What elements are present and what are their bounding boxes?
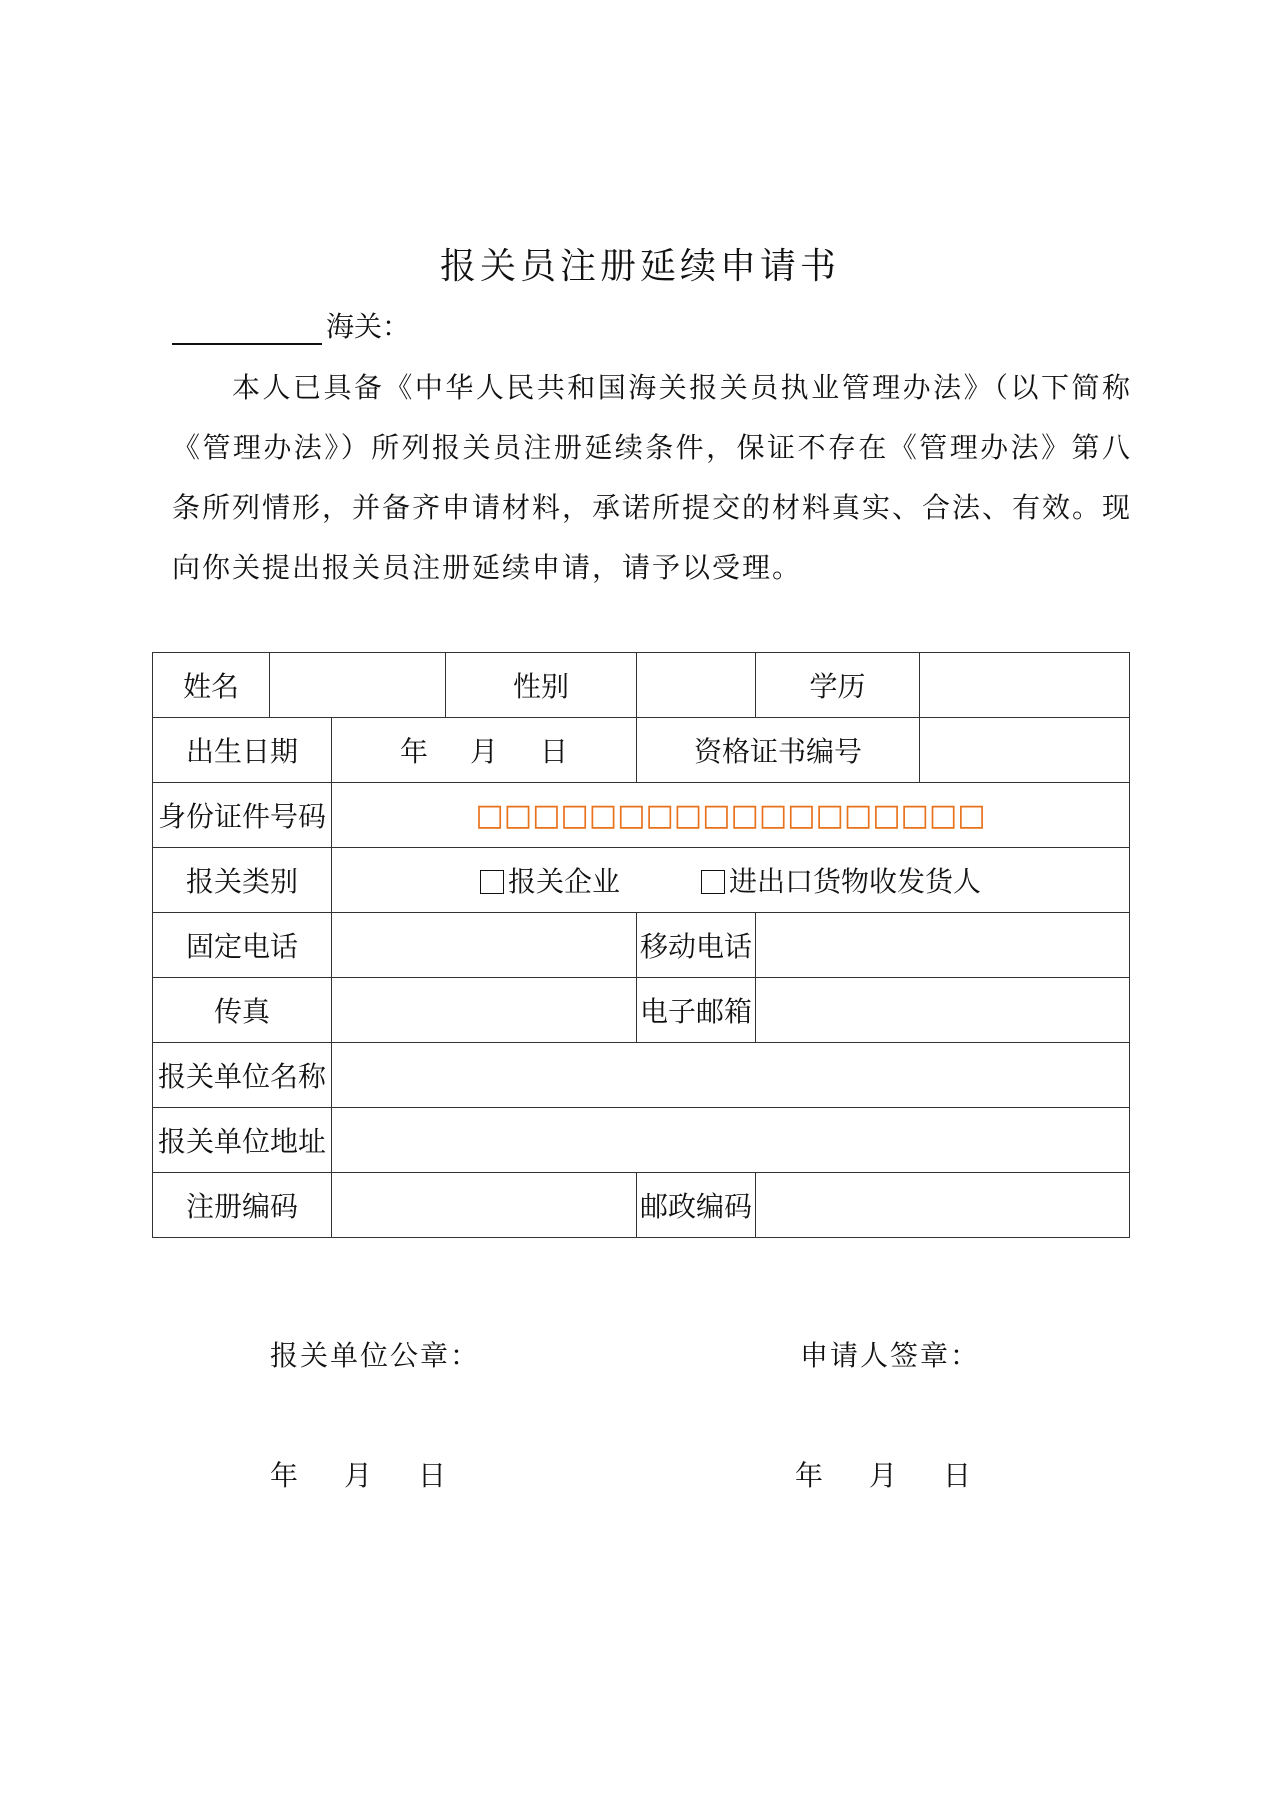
email-label: 电子邮箱 — [637, 978, 756, 1043]
seal-day: 日 — [418, 1459, 447, 1492]
seal-month: 月 — [344, 1459, 373, 1492]
fax-field[interactable] — [332, 978, 637, 1043]
fax-label: 传真 — [153, 978, 332, 1043]
birthdate-field[interactable] — [332, 718, 637, 783]
category-option-broker[interactable]: 报关企业 — [480, 860, 620, 900]
mobile-field[interactable] — [756, 913, 1130, 978]
education-label: 学历 — [756, 653, 920, 718]
form-row-fax — [153, 978, 1130, 1043]
birth-day-label: 日 — [540, 735, 569, 768]
form-row-id — [153, 783, 1130, 848]
applicant-sign-label: 申请人签章： — [800, 1339, 981, 1372]
declaration-paragraph: 本人已具备《中华人民共和国海关报关员执业管理办法》（以下简称《管理办法》）所列报关员注册延续条件，保证不存在《管理办法》第八条所列情形，并备齐申请材料，承诺所提交的材料真实、合法、有效。现向你关提出报关员注册延续申请，请予以受理。 — [172, 371, 1133, 584]
category-option-consignee[interactable]: 进出口货物收发货人 — [701, 860, 981, 900]
company-seal-date — [270, 1454, 446, 1494]
addressee-suffix: 海关： — [326, 310, 411, 343]
category-options — [332, 848, 1130, 913]
form-row-company-name — [153, 1043, 1130, 1108]
sign-year: 年 — [795, 1459, 824, 1492]
company-address-field[interactable] — [332, 1108, 1130, 1173]
sign-day: 日 — [943, 1459, 972, 1492]
landline-label: 固定电话 — [153, 913, 332, 978]
addressee-line — [172, 305, 410, 345]
applicant-sign-date — [795, 1454, 971, 1494]
category-label: 报关类别 — [153, 848, 332, 913]
postcode-field[interactable] — [756, 1173, 1130, 1238]
name-field[interactable] — [270, 653, 446, 718]
id-no-label: 身份证件号码 — [153, 783, 332, 848]
application-form-table — [152, 652, 1130, 1238]
birth-month-label: 月 — [469, 735, 498, 768]
company-address-label: 报关单位地址 — [153, 1108, 332, 1173]
form-row-birth — [153, 718, 1130, 783]
form-row-category — [153, 848, 1130, 913]
gender-label: 性别 — [446, 653, 637, 718]
reg-code-label: 注册编码 — [153, 1173, 332, 1238]
checkbox-icon[interactable] — [701, 870, 725, 894]
birth-year-label: 年 — [399, 735, 428, 768]
seal-year: 年 — [270, 1459, 299, 1492]
mobile-label: 移动电话 — [637, 913, 756, 978]
form-row-phone — [153, 913, 1130, 978]
postcode-label: 邮政编码 — [637, 1173, 756, 1238]
id-no-field[interactable] — [332, 783, 1130, 848]
id-digit-boxes[interactable]: □□□□□□□□□□□□□□□□□□ — [475, 797, 986, 833]
sign-month: 月 — [869, 1459, 898, 1492]
company-name-field[interactable] — [332, 1043, 1130, 1108]
birthdate-label: 出生日期 — [153, 718, 332, 783]
cert-no-field[interactable] — [920, 718, 1130, 783]
form-row-company-address — [153, 1108, 1130, 1173]
email-field[interactable] — [756, 978, 1130, 1043]
company-seal-label: 报关单位公章： — [270, 1339, 481, 1372]
form-row-basic — [153, 653, 1130, 718]
customs-name-blank[interactable] — [172, 315, 322, 345]
form-row-codes — [153, 1173, 1130, 1238]
name-label: 姓名 — [153, 653, 270, 718]
reg-code-field[interactable] — [332, 1173, 637, 1238]
checkbox-icon[interactable] — [480, 870, 504, 894]
cert-no-label: 资格证书编号 — [637, 718, 920, 783]
gender-field[interactable] — [637, 653, 756, 718]
company-name-label: 报关单位名称 — [153, 1043, 332, 1108]
education-field[interactable] — [920, 653, 1130, 718]
landline-field[interactable] — [332, 913, 637, 978]
document-title: 报关员注册延续申请书 — [439, 246, 840, 287]
